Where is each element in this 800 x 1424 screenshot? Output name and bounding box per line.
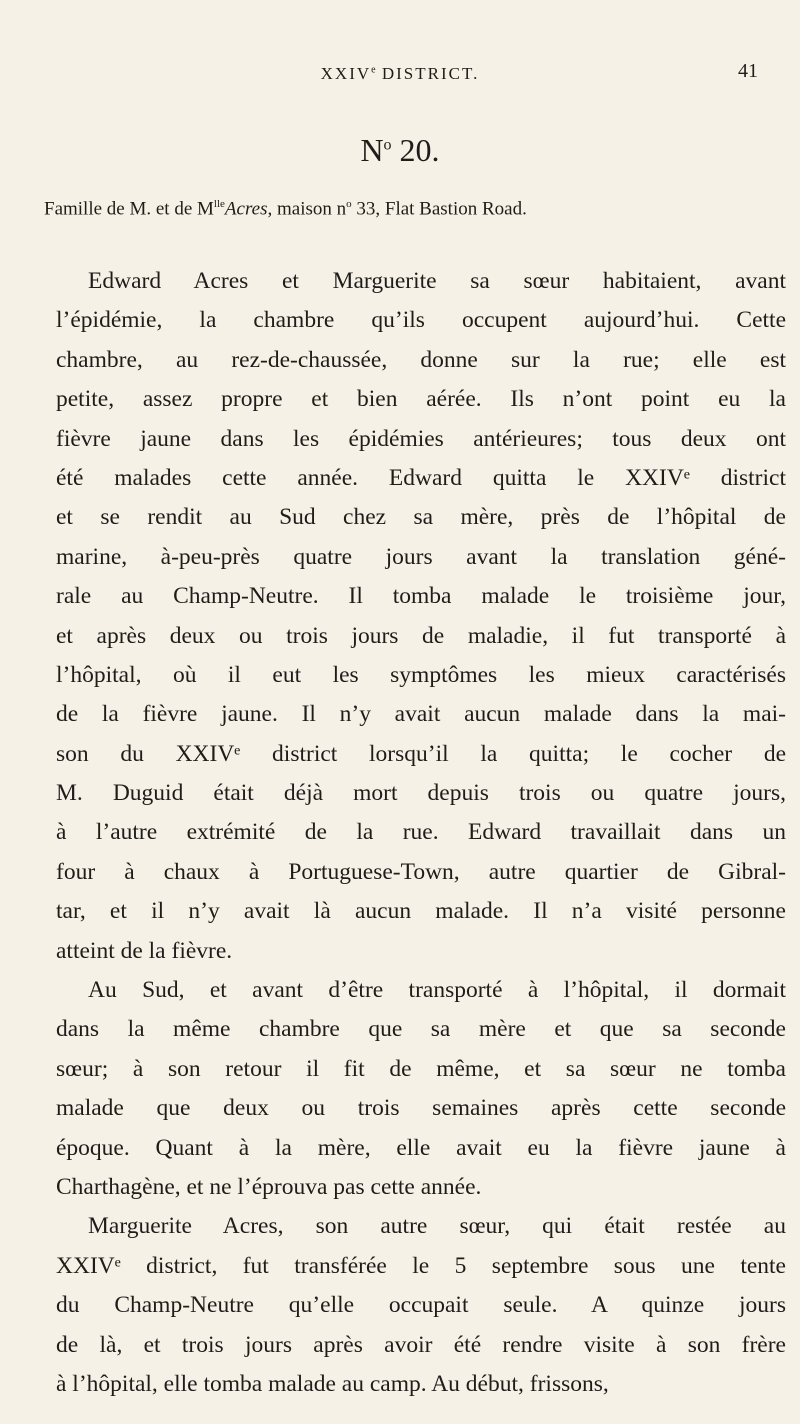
text-line: été malades cette année. Edward quitta le XXIVᵉ district — [56, 464, 786, 491]
text-line: Marguerite Acres, son autre sœur, qui était restée au — [88, 1213, 786, 1240]
text-line: rale au Champ-Neutre. Il tomba malade le troisième jour, — [56, 583, 786, 610]
text-line: dans la même chambre que sa mère et que sa seconde — [56, 1016, 786, 1043]
text-line: à l’hôpital, elle tomba malade au camp. Au début, frissons, — [56, 1370, 609, 1397]
body-text — [56, 262, 786, 1404]
section-heading — [0, 132, 800, 169]
text-line: four à chaux à Portuguese-Town, autre quartier de Gibral- — [56, 858, 786, 885]
subtitle-part: maison n — [272, 198, 347, 220]
subtitle-sup: lle — [213, 198, 225, 210]
running-title-roman: XXIV — [320, 64, 372, 83]
subtitle-part: Famille de M. et de M — [44, 198, 214, 220]
text-line: Charthagène, et ne l’éprouva pas cette année. — [56, 1173, 482, 1200]
running-title-sup: e — [371, 64, 376, 76]
running-header — [0, 56, 800, 96]
section-number: 20. — [391, 132, 440, 168]
text-line: chambre, au rez-de-chaussée, donne sur la rue; elle est — [56, 346, 786, 373]
text-line: Edward Acres et Marguerite sa sœur habitaient, avant — [88, 268, 786, 294]
subtitle-sup: o — [346, 198, 352, 210]
text-line: sœur; à son retour il fit de même, et sa sœur ne tomba — [56, 1055, 786, 1082]
paragraph — [56, 262, 786, 971]
text-line: époque. Quant à la mère, elle avait eu la fièvre jaune à — [56, 1134, 786, 1161]
text-line: de la fièvre jaune. Il n’y avait aucun malade dans la mai- — [56, 701, 786, 728]
paragraph — [56, 1207, 786, 1404]
subtitle-family-name: Acres, — [224, 198, 273, 220]
text-line: à l’autre extrémité de la rue. Edward travaillait dans un — [56, 819, 786, 846]
text-line: son du XXIVᵉ district lorsqu’il la quitta; le cocher de — [56, 740, 786, 767]
text-line: petite, assez propre et bien aérée. Ils n’ont point eu la — [56, 386, 786, 413]
page-number: 41 — [738, 60, 758, 82]
text-line: l’hôpital, où il eut les symptômes les mieux caractérisés — [56, 661, 786, 688]
text-line: du Champ-Neutre qu’elle occupait seule. A quinze jours — [56, 1292, 786, 1319]
running-title-rest: DISTRICT. — [375, 64, 480, 83]
text-line: Au Sud, et avant d’être transporté à l’hôpital, il dormait — [88, 977, 786, 1004]
section-prefix: N — [360, 132, 384, 168]
text-line: marine, à-peu-près quatre jours avant la translation géné- — [56, 543, 786, 570]
text-line: M. Duguid était déjà mort depuis trois ou quatre jours, — [56, 780, 786, 807]
text-line: l’épidémie, la chambre qu’ils occupent aujourd’hui. Cette — [56, 307, 786, 334]
text-line: malade que deux ou trois semaines après cette seconde — [56, 1095, 786, 1122]
text-line: atteint de la fièvre. — [56, 937, 233, 964]
running-title — [0, 64, 800, 84]
subtitle-part: 33, Flat Bastion Road. — [351, 198, 527, 220]
text-line: et se rendit au Sud chez sa mère, près de l’hôpital de — [56, 504, 786, 531]
section-sup: o — [383, 136, 392, 154]
case-subtitle — [44, 198, 784, 220]
text-line: tar, et il n’y avait là aucun malade. Il n’a visité personne — [56, 898, 786, 925]
text-line: XXIVᵉ district, fut transférée le 5 septembre sous une tente — [56, 1252, 786, 1279]
text-line: de là, et trois jours après avoir été rendre visite à son frère — [56, 1331, 786, 1358]
text-line: fièvre jaune dans les épidémies antérieures; tous deux ont — [56, 425, 786, 452]
paragraph — [56, 971, 786, 1207]
text-line: et après deux ou trois jours de maladie, il fut transporté à — [56, 622, 786, 649]
